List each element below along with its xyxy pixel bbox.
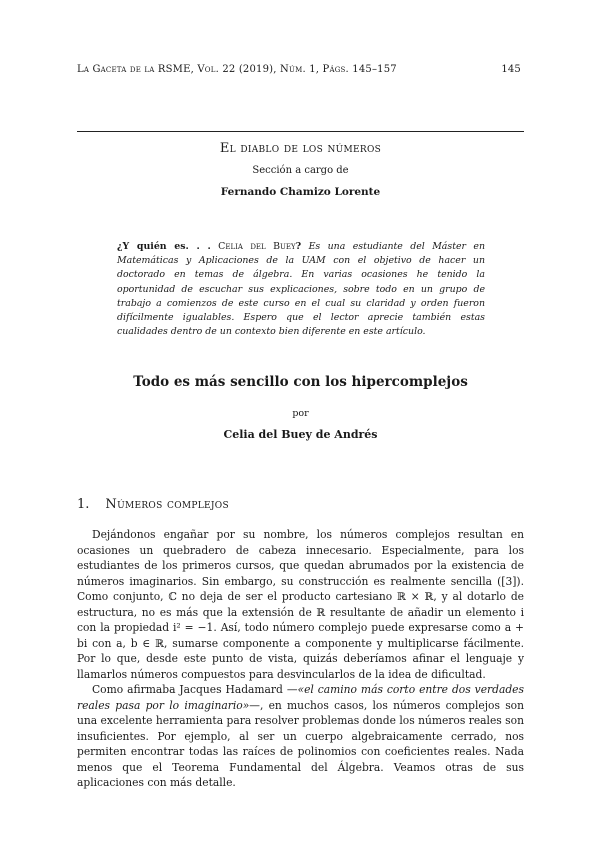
- bio-question-mark: ?: [295, 241, 302, 252]
- bio-text: Es una estudiante del Máster en Matemáticas y Aplicaciones de la UAM con el objetivo de hacer un doctorado en temas de álgebra. En varias ocasiones he tenido la oportunidad de escuchar sus explicaciones, sobre todo en un grupo de trabajo a comienzos de este curso en el cual su claridad y orden fueron difícilmente igualables. Espero que el lector aprecie también estas cualidades dentro de un contexto bien diferente en este artículo.: [117, 241, 485, 338]
- header-rule: [77, 131, 524, 132]
- paragraph-2-end: —, en muchos casos, los números complejos son una excelente herramienta para resolver problemas donde los números reales son insuficientes. Por ejemplo, al ser un cuerpo algebraicamente cerrado, nos permiten encontrar todas las raíces de polinomios con coeficientes reales. Nada menos que el Teorema Fundamental del Álgebra. Veamos otras de sus aplicaciones con más detalle.: [77, 698, 524, 789]
- bio-question: ¿Y quién es. . .: [117, 241, 211, 252]
- author-bio: [117, 240, 485, 339]
- section-heading-number: 1.: [77, 497, 90, 512]
- page-number: 145: [501, 64, 521, 75]
- section-heading-title: Números complejos: [105, 497, 229, 512]
- section-editor: Fernando Chamizo Lorente: [220, 186, 381, 198]
- body-text: [77, 527, 524, 791]
- article-author: Celia del Buey de Andrés: [223, 428, 378, 441]
- section-heading: [77, 497, 229, 512]
- article-by: por: [292, 408, 309, 419]
- running-head: [77, 64, 521, 75]
- paragraph-2: [77, 682, 524, 791]
- bio-name: Celia del Buey: [218, 241, 296, 252]
- paragraph-2-start: Como afirmaba Jacques Hadamard —: [92, 683, 298, 696]
- journal-citation: La Gaceta de la RSME, Vol. 22 (2019), Núm. 1, Págs. 145–157: [77, 64, 397, 75]
- section-title: El diablo de los números: [219, 141, 382, 156]
- paragraph-1: Dejándonos engañar por su nombre, los números complejos resultan en ocasiones un quebradero de cabeza innecesario. Especialmente, para los estudiantes de los primeros cursos, que quedan abrumados por la existencia de números imaginarios. Sin embargo, su construcción es realmente sencilla ([3]). Como conjunto, ℂ no deja de ser el producto cartesiano ℝ × ℝ, y al dotarlo de estructura, no es más que la extensión de ℝ resultante de añadir un elemento i con la propiedad i² = −1. Así, todo número complejo puede expresarse como a + bi con a, b ∈ ℝ, sumarse componente a componente y multiplicarse fácilmente. Por lo que, desde este punto de vista, quizás deberíamos afinar el lenguaje y llamarlos números compuestos para desvincularlos de la idea de dificultad.: [77, 528, 524, 681]
- hadamard-quote: «el camino más corto entre dos verdades reales pasa por lo imaginario»: [77, 683, 524, 712]
- article-title: Todo es más sencillo con los hipercomplejos: [133, 374, 468, 390]
- section-subtitle: Sección a cargo de: [252, 165, 349, 176]
